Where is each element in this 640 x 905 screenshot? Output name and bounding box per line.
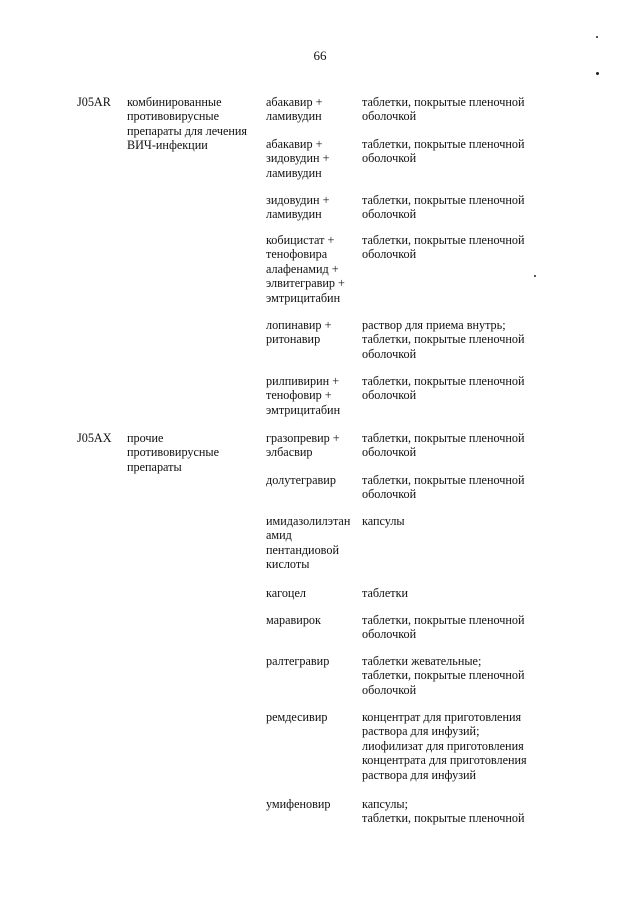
drug-name bbox=[266, 137, 359, 180]
group-name bbox=[127, 431, 262, 474]
dosage-form-line: таблетки, покрытые пленочной bbox=[362, 473, 525, 487]
dosage-form-line: таблетки жевательные; bbox=[362, 654, 482, 668]
drug-name bbox=[266, 514, 359, 572]
dosage-form bbox=[362, 473, 562, 502]
drug-name-line: абакавир + bbox=[266, 95, 323, 109]
drug-name-line: ламивудин bbox=[266, 165, 322, 180]
dosage-form-line: капсулы; bbox=[362, 797, 408, 811]
drug-name-line: кобицистат + bbox=[266, 233, 335, 247]
drug-name-line: эмтрицитабин bbox=[266, 290, 341, 305]
dosage-form-line: оболочкой bbox=[362, 151, 417, 166]
dosage-form-line: оболочкой bbox=[362, 109, 417, 124]
drug-name-line: кагоцел bbox=[266, 586, 306, 600]
group-name bbox=[127, 95, 262, 153]
drug-name-line: ралтегравир bbox=[266, 654, 330, 668]
dosage-form-line: оболочкой bbox=[362, 247, 417, 262]
dosage-form-line: оболочкой bbox=[362, 207, 417, 222]
drug-name-line: рилпивирин + bbox=[266, 374, 340, 388]
dosage-form bbox=[362, 654, 562, 697]
dosage-form-line: концентрат для приготовления bbox=[362, 710, 522, 724]
dosage-form-line: таблетки, покрытые пленочной bbox=[362, 668, 525, 683]
dosage-form bbox=[362, 431, 562, 460]
drug-name bbox=[266, 95, 359, 124]
dosage-form-line: таблетки, покрытые пленочной bbox=[362, 811, 525, 826]
drug-name-line: ремдесивир bbox=[266, 710, 328, 724]
dosage-form-line: оболочкой bbox=[362, 682, 417, 697]
drug-name-line: гразопревир + bbox=[266, 431, 340, 445]
drug-name-line: лопинавир + bbox=[266, 318, 332, 332]
drug-name-line: ламивудин bbox=[266, 207, 322, 222]
drug-name-line: амид bbox=[266, 528, 292, 543]
dosage-form-line: раствор для приема внутрь; bbox=[362, 318, 506, 332]
drug-name bbox=[266, 654, 359, 668]
group-name-line: противовирусные bbox=[127, 445, 219, 460]
dosage-form bbox=[362, 193, 562, 222]
drug-name-line: элвитегравир + bbox=[266, 276, 345, 291]
dosage-form-line: таблетки, покрытые пленочной bbox=[362, 193, 525, 207]
dosage-form bbox=[362, 374, 562, 403]
dosage-form bbox=[362, 318, 562, 361]
drug-name bbox=[266, 613, 359, 627]
drug-name-line: ритонавир bbox=[266, 332, 321, 347]
drug-name bbox=[266, 233, 359, 305]
atc-code: J05AX bbox=[77, 431, 112, 445]
drug-name-line: зидовудин + bbox=[266, 151, 330, 166]
dosage-form-line: концентрата для приготовления bbox=[362, 753, 527, 768]
drug-name-line: кислоты bbox=[266, 557, 310, 572]
atc-code: J05AR bbox=[77, 95, 111, 109]
drug-name-line: алафенамид + bbox=[266, 261, 339, 276]
dosage-form-line: таблетки, покрытые пленочной bbox=[362, 332, 525, 347]
dosage-form bbox=[362, 137, 562, 166]
drug-name bbox=[266, 586, 359, 600]
scan-mark bbox=[534, 275, 536, 277]
dosage-form-line: таблетки, покрытые пленочной bbox=[362, 95, 525, 109]
drug-name-line: маравирок bbox=[266, 613, 321, 627]
dosage-form-line: таблетки bbox=[362, 586, 409, 600]
drug-name-line: элбасвир bbox=[266, 445, 313, 460]
dosage-form-line: оболочкой bbox=[362, 388, 417, 403]
drug-name bbox=[266, 193, 359, 222]
drug-name bbox=[266, 318, 359, 347]
drug-name-line: умифеновир bbox=[266, 797, 331, 811]
drug-name-line: эмтрицитабин bbox=[266, 402, 341, 417]
dosage-form bbox=[362, 95, 562, 124]
dosage-form bbox=[362, 233, 562, 262]
group-name-line: комбинированные bbox=[127, 95, 222, 109]
drug-name-line: зидовудин + bbox=[266, 193, 330, 207]
group-name-line: препараты bbox=[127, 459, 182, 474]
dosage-form-line: оболочкой bbox=[362, 487, 417, 502]
scan-mark bbox=[596, 72, 599, 75]
drug-name bbox=[266, 431, 359, 460]
group-name-line: прочие bbox=[127, 431, 164, 445]
drug-name bbox=[266, 473, 359, 487]
drug-name-line: абакавир + bbox=[266, 137, 323, 151]
dosage-form-line: таблетки, покрытые пленочной bbox=[362, 137, 525, 151]
dosage-form bbox=[362, 710, 562, 782]
dosage-form bbox=[362, 797, 562, 826]
drug-name-line: имидазолилэтан bbox=[266, 514, 351, 528]
dosage-form bbox=[362, 514, 562, 528]
dosage-form-line: таблетки, покрытые пленочной bbox=[362, 431, 525, 445]
dosage-form-line: таблетки, покрытые пленочной bbox=[362, 233, 525, 247]
drug-name-line: пентандиовой bbox=[266, 542, 339, 557]
group-name-line: противовирусные bbox=[127, 109, 219, 124]
dosage-form-line: капсулы bbox=[362, 514, 405, 528]
dosage-form-line: таблетки, покрытые пленочной bbox=[362, 613, 525, 627]
drug-name-line: ламивудин bbox=[266, 109, 322, 124]
dosage-form-line: лиофилизат для приготовления bbox=[362, 738, 524, 753]
dosage-form-line: раствора для инфузий bbox=[362, 767, 477, 782]
drug-name-line: долутегравир bbox=[266, 473, 336, 487]
dosage-form bbox=[362, 613, 562, 642]
group-name-line: препараты для лечения bbox=[127, 123, 248, 138]
drug-name bbox=[266, 710, 359, 724]
dosage-form bbox=[362, 586, 562, 600]
drug-name bbox=[266, 797, 359, 811]
dosage-form-line: оболочкой bbox=[362, 627, 417, 642]
page-number: 66 bbox=[313, 48, 327, 63]
dosage-form-line: оболочкой bbox=[362, 346, 417, 361]
dosage-form-line: раствора для инфузий; bbox=[362, 724, 480, 739]
drug-name-line: тенофовир + bbox=[266, 388, 332, 403]
drug-name bbox=[266, 374, 359, 417]
dosage-form-line: оболочкой bbox=[362, 445, 417, 460]
dosage-form-line: таблетки, покрытые пленочной bbox=[362, 374, 525, 388]
group-name-line: ВИЧ-инфекции bbox=[127, 138, 208, 153]
drug-name-line: тенофовира bbox=[266, 247, 328, 262]
scan-mark bbox=[596, 36, 598, 38]
